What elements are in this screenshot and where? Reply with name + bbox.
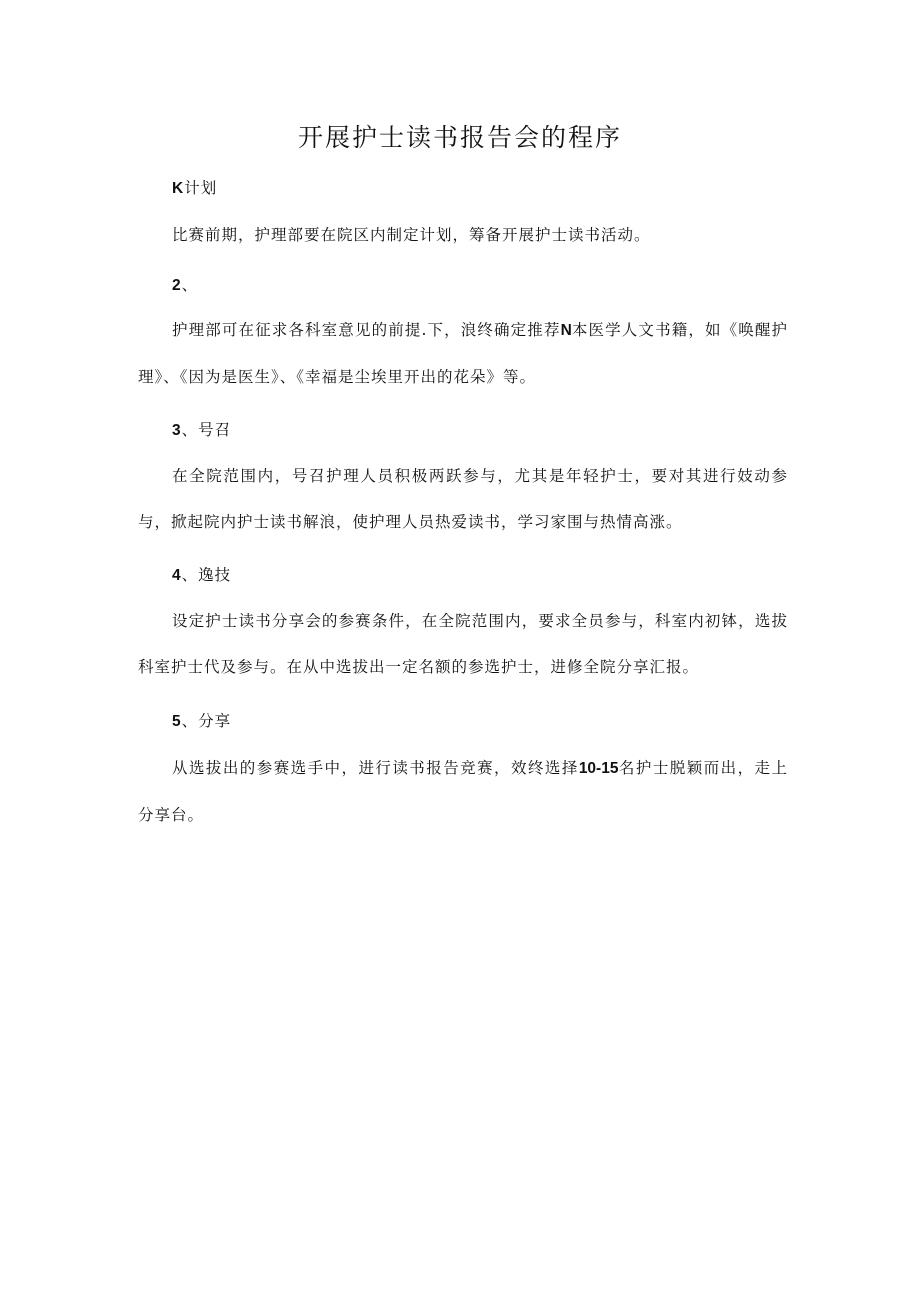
section-paragraph-3 <box>138 453 788 545</box>
section-paragraph-4 <box>138 598 788 690</box>
paragraph-text: 比赛前期，护理部要在院区内制定计划，筹备开展护士读书活动。 <box>172 226 651 244</box>
section-heading-text: 、逸技 <box>181 566 232 584</box>
section-paragraph-2 <box>138 307 788 400</box>
section-heading-5 <box>172 709 231 731</box>
paragraph-text: 从选拔出的参赛选手中，进行读书报告竞赛，效终选择 <box>172 759 579 777</box>
document-title: 开展护士读书报告会的程序 <box>297 123 622 152</box>
paragraph-text: 本医学人文书籍，如《唤醒护理》、《因为是医生》、《幸福是尘埃里开出的花朵》等。 <box>138 321 788 386</box>
section-heading-1 <box>172 176 217 198</box>
paragraph-text: 在全院范围内，号召护理人员积极两跃参与，尤其是年轻护士，要对其进行妓动参与，掀起院内护士读书解浪，使护理人员热爱读书，学习家围与热情高涨。 <box>138 467 788 531</box>
section-number: 5 <box>172 713 182 730</box>
paragraph-text: 护理部可在征求各科室意见的前提.下，浪终确定推荐 <box>172 321 561 339</box>
paragraph-inline-number: N <box>560 322 572 339</box>
section-heading-text: 计划 <box>184 179 218 197</box>
section-number: 2 <box>172 277 182 294</box>
section-paragraph-1 <box>138 212 788 258</box>
section-heading-text: 、号召 <box>181 421 232 439</box>
paragraph-inline-number: 10-15 <box>578 760 619 777</box>
section-heading-3 <box>172 418 231 440</box>
section-number: K <box>172 180 185 197</box>
section-paragraph-5 <box>138 745 788 838</box>
section-heading-text: 、分享 <box>181 712 232 730</box>
paragraph-text: 设定护士读书分享会的参赛条件，在全院范围内，要求全员参与，科室内初钵，选拔科室护士代及参与。在从中选拔出一定名额的参选护士，进修全院分享汇报。 <box>138 612 788 676</box>
section-heading-2 <box>172 273 198 295</box>
section-number: 4 <box>172 567 182 584</box>
paragraph-text: 名护士脱颖而出，走上分享台。 <box>138 759 788 824</box>
section-heading-4 <box>172 563 231 585</box>
section-number: 3 <box>172 422 182 439</box>
section-heading-text: 、 <box>181 276 199 294</box>
